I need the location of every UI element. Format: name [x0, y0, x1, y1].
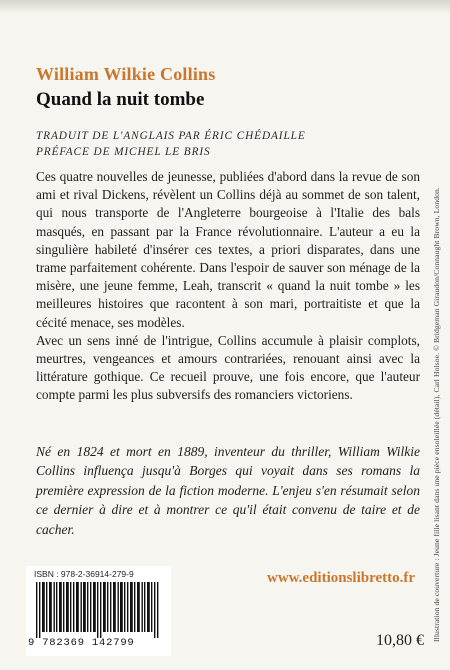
author-bio: Né en 1824 et mort en 1889, inventeur du thriller, William Wilkie Collins influença jusqu'à Borges qui voyait dans ses romans la première expression de la fiction moderne. L'enjeu s'en résumait selon ce dernier à dire et à montrer ce qu'il était convenu de taire et de cacher. [36, 444, 420, 537]
blurb-paragraph: Avec un sens inné de l'intrigue, Collins accumule à plaisir complots, meurtres, vengeances et amours contrariées, renouant ainsi avec la littérature gothique. Ce recueil prouve, une fois encore, que l'auteur compte parmi les plus subversifs des romanciers victoriens. [36, 332, 420, 403]
barcode-area [26, 566, 171, 656]
preface-credit: PRÉFACE DE MICHEL LE BRIS [36, 146, 211, 158]
author-name: William Wilkie Collins [36, 64, 216, 84]
publisher-website: www.editionslibretto.fr [267, 570, 416, 586]
book-title: Quand la nuit tombe [36, 89, 205, 110]
isbn: ISBN : 978-2-36914-279-9 [34, 569, 134, 579]
translator-credit: TRADUIT DE L'ANGLAIS PAR ÉRIC CHÉDAILLE [36, 130, 306, 142]
price: 10,80 € [376, 632, 424, 649]
illustration-credit: Illustration de couverture : Jeune fille lisant dans une pièce ensoleillée (détail), Carl Holsoe. © Bridgeman Giraudon/Connaught Brown, London. [432, 187, 441, 642]
blurb [36, 168, 420, 405]
barcode-number: 9 782369 142799 [28, 637, 135, 649]
barcode-icon [36, 582, 162, 638]
blurb-paragraph: Ces quatre nouvelles de jeunesse, publiées d'abord dans la revue de son ami et rival Dickens, révèlent un Collins déjà au sommet de son talent, qui nous transporte de l'Angleterre bourgeoise à l'Italie des bals masqués, en passant par la France révolutionnaire. L'auteur a eu la singulière habileté d'insérer ces textes, a priori disparates, dans une trame parfaitement cohérente. Dans l'espoir de sauver son ménage de la misère, une jeune femme, Leah, transcrit « quand la nuit tombe » les meilleures histoires que racontent à son mari, portraitiste et que la cécité menace, ses modèles. [36, 169, 420, 330]
cover-top-edge [0, 0, 450, 14]
